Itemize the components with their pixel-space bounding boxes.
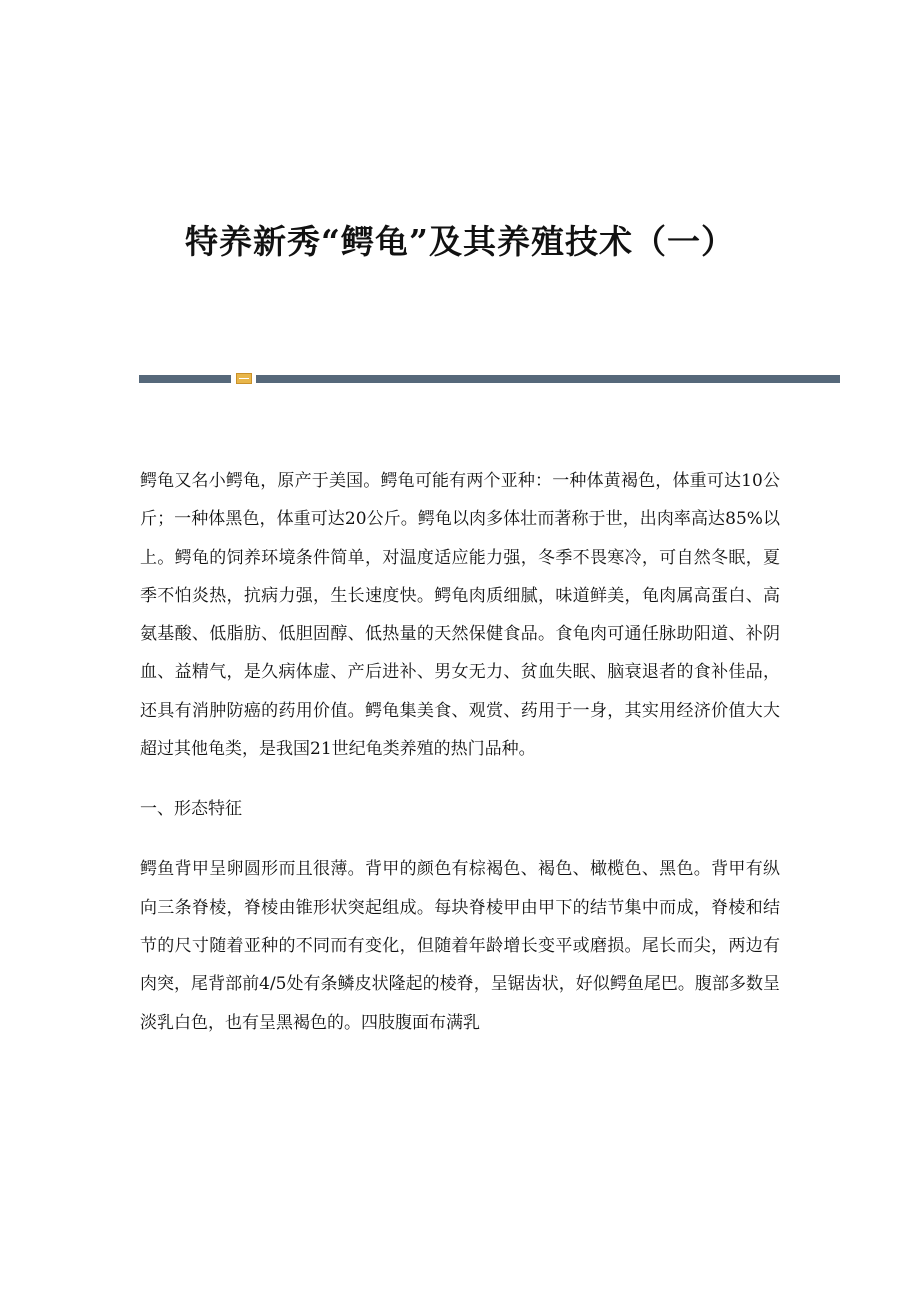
document-title: 特养新秀“鳄龟”及其养殖技术（一） — [185, 222, 735, 261]
title-divider-left — [139, 375, 231, 383]
morphology-paragraph: 鳄鱼背甲呈卵圆形而且很薄。背甲的颜色有棕褐色、褐色、橄榄色、黑色。背甲有纵向三条脊棱，脊棱由锥形状突起组成。每块脊棱甲由甲下的结节集中而成，脊棱和结节的尺寸随着亚种的不同而有变化，但随着年龄增长变平或磨损。尾长而尖，两边有肉突，尾背部前4/5处有条鳞皮状隆起的棱脊，呈锯齿状，好似鳄鱼尾巴。腹部多数呈淡乳白色，也有呈黑褐色的。四肢腹面布满乳 — [140, 859, 780, 1033]
intro-paragraph: 鳄龟又名小鳄龟，原产于美国。鳄龟可能有两个亚种：一种体黄褐色，体重可达10公斤；一种体黑色，体重可达20公斤。鳄龟以肉多体壮而著称于世，出肉率高达85%以上。鳄龟的饲养环境条件简单，对温度适应能力强，冬季不畏寒冷，可自然冬眠，夏季不怕炎热，抗病力强，生长速度快。鳄龟肉质细腻，味道鲜美，龟肉属高蛋白、高氨基酸、低脂肪、低胆固醇、低热量的天然保健食品。食龟肉可通任脉助阳道、补阴血、益精气，是久病体虚、产后进补、男女无力、贫血失眠、脑衰退者的食补佳品，还具有消肿防癌的药用价值。鳄龟集美食、观赏、药用于一身，其实用经济价值大大超过其他龟类，是我国21世纪龟类养殖的热门品种。 — [140, 471, 780, 760]
title-divider-right — [256, 375, 840, 383]
document-body — [140, 462, 780, 1064]
section-heading: 一、形态特征 — [140, 799, 242, 820]
divider-ornament-icon — [236, 373, 252, 384]
